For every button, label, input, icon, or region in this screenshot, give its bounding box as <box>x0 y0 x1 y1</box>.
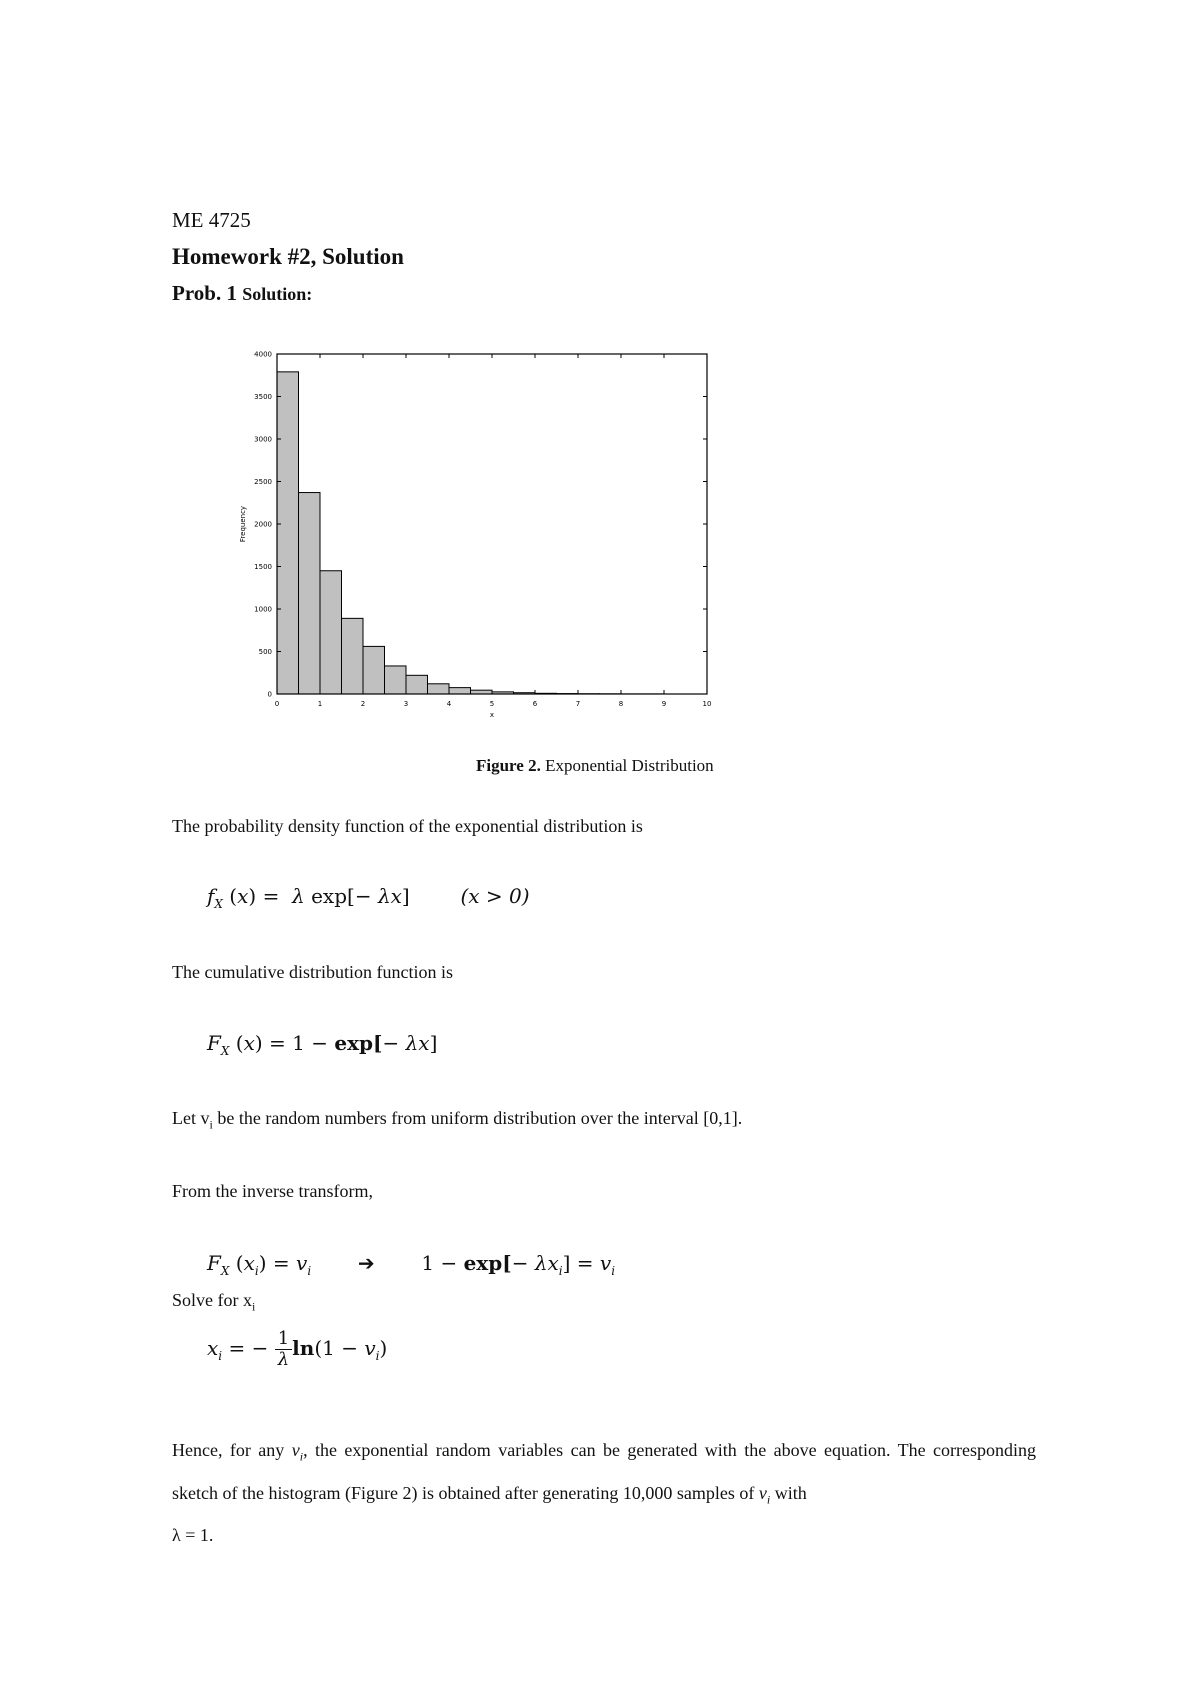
histogram-bars <box>277 372 664 694</box>
x-tick-label: 2 <box>360 700 366 708</box>
fraction-one-over-lambda: $\frac{1}{\lambda}$ <box>275 1329 292 1370</box>
x-tick-label: 10 <box>702 700 712 708</box>
x-tick-label: 9 <box>661 700 667 708</box>
y-axis-label: Frequency <box>239 505 247 543</box>
figure-caption <box>476 756 714 776</box>
cdf-intro-text: The cumulative distribution function is <box>172 962 453 982</box>
x-tick-label: 8 <box>618 700 624 708</box>
histogram-bar <box>449 688 471 694</box>
inverse-intro-text: From the inverse transform, <box>172 1181 373 1201</box>
solution-equation: $x_i$ = − $\frac{1}{\lambda}$ $\ln(1 - v_i)$ <box>207 1328 388 1370</box>
conclusion-paragraph: Hence, for any $v_i$, the exponential random variables can be generated with the above equation. The corresponding sketch of the histogram (Figure 2) is obtained after generating 10,000 samples of $v_i$ with λ = 1. <box>172 1432 1036 1553</box>
solve-for-text: Solve for $x_i$ <box>172 1290 256 1314</box>
x-tick-label: 7 <box>575 700 581 708</box>
problem-label: Prob. 1 <box>172 281 237 305</box>
problem-heading <box>172 281 312 306</box>
histogram-bar <box>406 675 428 694</box>
x-axis-label: x <box>489 711 495 719</box>
histogram-bar <box>299 493 321 694</box>
y-tick-label: 0 <box>267 690 272 699</box>
y-tick-label: 2000 <box>254 520 272 529</box>
y-tick-label: 1000 <box>254 605 272 614</box>
homework-title: Homework #2, Solution <box>172 244 404 269</box>
uniform-text: Let $v_i$ be the random numbers from uniform distribution over the interval [0,1]. <box>172 1108 743 1132</box>
histogram-bar <box>342 618 364 694</box>
pdf-intro-text: The probability density function of the exponential distribution is <box>172 816 643 836</box>
histogram-bar <box>320 571 342 694</box>
x-tick-label: 5 <box>489 700 495 708</box>
x-tick-label: 6 <box>532 700 538 708</box>
pdf-condition: (x > 0) <box>460 884 530 908</box>
histogram-bar <box>385 666 407 694</box>
arrow-icon: ➔ <box>357 1251 375 1275</box>
histogram-bar <box>428 684 450 694</box>
cdf-equation: $F_X$ (x) = 1 − exp[− λx] <box>207 1031 438 1058</box>
x-tick-label: 1 <box>317 700 323 708</box>
figure-caption-label: Figure 2. <box>476 756 541 775</box>
figure-caption-text: Exponential Distribution <box>545 756 714 775</box>
y-tick-label: 3500 <box>254 393 272 401</box>
histogram-chart <box>225 340 725 730</box>
solution-label: Solution: <box>242 284 313 304</box>
course-code: ME 4725 <box>172 208 251 232</box>
x-tick-label: 3 <box>403 700 409 708</box>
histogram-bar <box>277 372 299 694</box>
y-tick-label: 2500 <box>254 478 272 486</box>
y-tick-label: 1500 <box>254 563 272 571</box>
y-tick-label: 4000 <box>254 350 272 359</box>
y-tick-label: 3000 <box>254 435 272 444</box>
lambda-value: λ = 1. <box>172 1525 214 1546</box>
histogram-bar <box>363 646 385 694</box>
inverse-equation: $F_X$ $(x_i) = v_i$ ➔ $1 - \exp[- \lambda x_i] = v_i$ <box>207 1251 616 1278</box>
x-tick-label: 0 <box>274 700 280 708</box>
y-tick-label: 500 <box>258 648 272 656</box>
x-tick-label: 4 <box>446 700 452 708</box>
pdf-equation: $f_X$ (x) = λ exp[− λx] (x > 0) <box>207 884 530 911</box>
